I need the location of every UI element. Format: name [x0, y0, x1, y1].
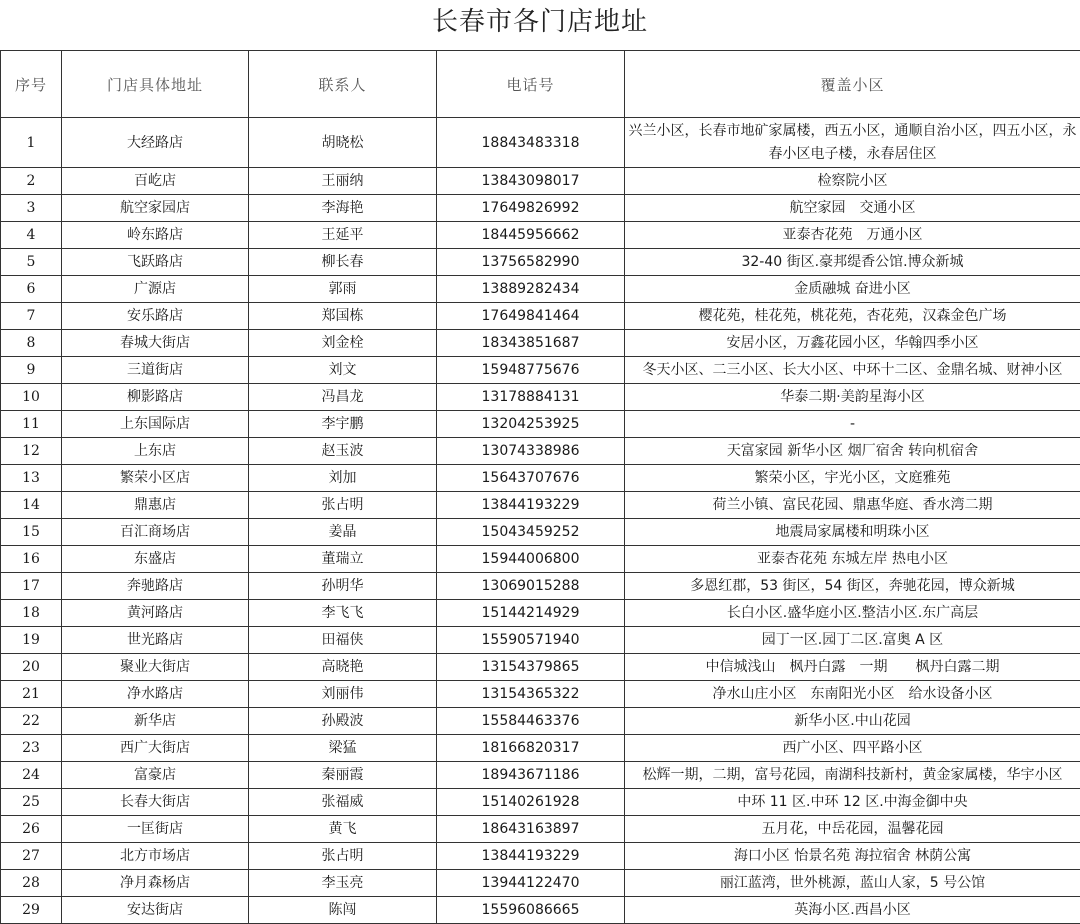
table-row: [1, 654, 1080, 681]
row-number: 6: [1, 276, 62, 303]
page-title: 长春市各门店地址: [0, 4, 1080, 40]
row-number: 28: [1, 870, 62, 897]
contact-name: 姜晶: [249, 519, 437, 546]
store-name: 长春大街店: [62, 789, 249, 816]
phone-number: 13074338986: [437, 438, 625, 465]
contact-name: 孙明华: [249, 573, 437, 600]
contact-name: 郭雨: [249, 276, 437, 303]
phone-number: 13843098017: [437, 168, 625, 195]
phone-number: 15948775676: [437, 357, 625, 384]
store-name: 大经路店: [62, 118, 249, 168]
row-number: 15: [1, 519, 62, 546]
store-name: 上东店: [62, 438, 249, 465]
phone-number: 15043459252: [437, 519, 625, 546]
contact-name: 黄飞: [249, 816, 437, 843]
row-number: 11: [1, 411, 62, 438]
phone-number: 13944122470: [437, 870, 625, 897]
phone-number: 13756582990: [437, 249, 625, 276]
coverage-areas: 净水山庄小区 东南阳光小区 给水设备小区: [625, 681, 1080, 708]
contact-name: 张占明: [249, 843, 437, 870]
store-name: 广源店: [62, 276, 249, 303]
phone-number: 15944006800: [437, 546, 625, 573]
phone-number: 15590571940: [437, 627, 625, 654]
store-name: 聚业大街店: [62, 654, 249, 681]
store-name: 上东国际店: [62, 411, 249, 438]
table-row: [1, 465, 1080, 492]
coverage-areas: 长白小区.盛华庭小区.整洁小区.东广高层: [625, 600, 1080, 627]
phone-number: 17649826992: [437, 195, 625, 222]
store-name: 一匡街店: [62, 816, 249, 843]
phone-number: 17649841464: [437, 303, 625, 330]
contact-name: 刘加: [249, 465, 437, 492]
phone-number: 15140261928: [437, 789, 625, 816]
contact-name: 王丽纳: [249, 168, 437, 195]
row-number: 14: [1, 492, 62, 519]
row-number: 1: [1, 118, 62, 168]
table-body: [1, 118, 1080, 924]
coverage-areas: 英海小区.西昌小区: [625, 897, 1080, 924]
contact-name: 柳长春: [249, 249, 437, 276]
coverage-areas: 海口小区 怡景名苑 海拉宿舍 林荫公寓: [625, 843, 1080, 870]
row-number: 25: [1, 789, 62, 816]
coverage-areas: 五月花，中岳花园，温馨花园: [625, 816, 1080, 843]
contact-name: 赵玉波: [249, 438, 437, 465]
coverage-areas: 松辉一期，二期，富号花园，南湖科技新村，黄金家属楼，华宇小区: [625, 762, 1080, 789]
store-name: 百汇商场店: [62, 519, 249, 546]
coverage-areas: 繁荣小区，宇光小区，文庭雅苑: [625, 465, 1080, 492]
contact-name: 田福侠: [249, 627, 437, 654]
row-number: 4: [1, 222, 62, 249]
store-name: 东盛店: [62, 546, 249, 573]
table-row: [1, 384, 1080, 411]
contact-name: 高晓艳: [249, 654, 437, 681]
coverage-areas: 航空家园 交通小区: [625, 195, 1080, 222]
table-row: [1, 276, 1080, 303]
table-row: [1, 681, 1080, 708]
table-row: [1, 789, 1080, 816]
phone-number: 15584463376: [437, 708, 625, 735]
phone-number: 18166820317: [437, 735, 625, 762]
table-row: [1, 627, 1080, 654]
row-number: 17: [1, 573, 62, 600]
contact-name: 李宇鹏: [249, 411, 437, 438]
table-row: [1, 870, 1080, 897]
table-row: [1, 438, 1080, 465]
table-row: [1, 816, 1080, 843]
header-contact: 联系人: [249, 51, 437, 118]
store-name: 柳影路店: [62, 384, 249, 411]
contact-name: 刘金栓: [249, 330, 437, 357]
header-no: 序号: [1, 51, 62, 118]
table-row: [1, 168, 1080, 195]
contact-name: 张占明: [249, 492, 437, 519]
contact-name: 李玉亮: [249, 870, 437, 897]
store-name: 鼎惠店: [62, 492, 249, 519]
contact-name: 秦丽霞: [249, 762, 437, 789]
store-name: 三道街店: [62, 357, 249, 384]
table-row: [1, 519, 1080, 546]
store-name: 航空家园店: [62, 195, 249, 222]
row-number: 23: [1, 735, 62, 762]
contact-name: 冯昌龙: [249, 384, 437, 411]
phone-number: 13844193229: [437, 843, 625, 870]
row-number: 18: [1, 600, 62, 627]
contact-name: 刘丽伟: [249, 681, 437, 708]
table-row: [1, 708, 1080, 735]
store-name: 春城大街店: [62, 330, 249, 357]
store-name: 安达街店: [62, 897, 249, 924]
row-number: 26: [1, 816, 62, 843]
coverage-areas: 荷兰小镇、富民花园、鼎惠华庭、香水湾二期: [625, 492, 1080, 519]
contact-name: 李飞飞: [249, 600, 437, 627]
table-row: [1, 118, 1080, 168]
contact-name: 陈闯: [249, 897, 437, 924]
store-name: 富豪店: [62, 762, 249, 789]
row-number: 3: [1, 195, 62, 222]
coverage-areas: 兴兰小区，长春市地矿家属楼，西五小区，通顺自治小区，四五小区，永春小区电子楼，永春居住区: [625, 118, 1080, 168]
store-name: 黄河路店: [62, 600, 249, 627]
table-row: [1, 411, 1080, 438]
store-name: 繁荣小区店: [62, 465, 249, 492]
coverage-areas: 安居小区，万鑫花园小区，华翰四季小区: [625, 330, 1080, 357]
coverage-areas: 冬天小区、二三小区、长大小区、中环十二区、金鼎名城、财神小区: [625, 357, 1080, 384]
table-header-row: [1, 51, 1080, 118]
row-number: 8: [1, 330, 62, 357]
coverage-areas: 樱花苑，桂花苑，桃花苑，杏花苑，汉森金色广场: [625, 303, 1080, 330]
row-number: 29: [1, 897, 62, 924]
store-name: 净水路店: [62, 681, 249, 708]
contact-name: 董瑞立: [249, 546, 437, 573]
phone-number: 13204253925: [437, 411, 625, 438]
coverage-areas: 检察院小区: [625, 168, 1080, 195]
table-row: [1, 897, 1080, 924]
coverage-areas: 西广小区、四平路小区: [625, 735, 1080, 762]
phone-number: 18943671186: [437, 762, 625, 789]
coverage-areas: 亚泰杏花苑 万通小区: [625, 222, 1080, 249]
table-row: [1, 357, 1080, 384]
store-name: 百屹店: [62, 168, 249, 195]
coverage-areas: 金质融城 奋进小区: [625, 276, 1080, 303]
store-name: 飞跃路店: [62, 249, 249, 276]
coverage-areas: 新华小区.中山花园: [625, 708, 1080, 735]
contact-name: 张福威: [249, 789, 437, 816]
coverage-areas: 园丁一区.园丁二区.富奥 A 区: [625, 627, 1080, 654]
row-number: 22: [1, 708, 62, 735]
header-coverage: 覆盖小区: [625, 51, 1080, 118]
contact-name: 梁猛: [249, 735, 437, 762]
row-number: 19: [1, 627, 62, 654]
phone-number: 13178884131: [437, 384, 625, 411]
row-number: 2: [1, 168, 62, 195]
coverage-areas: -: [625, 411, 1080, 438]
store-name: 西广大街店: [62, 735, 249, 762]
contact-name: 胡晓松: [249, 118, 437, 168]
header-address: 门店具体地址: [62, 51, 249, 118]
store-name: 岭东路店: [62, 222, 249, 249]
table-row: [1, 195, 1080, 222]
coverage-areas: 天富家园 新华小区 烟厂宿舍 转向机宿舍: [625, 438, 1080, 465]
phone-number: 15144214929: [437, 600, 625, 627]
store-name: 净月森杨店: [62, 870, 249, 897]
phone-number: 18445956662: [437, 222, 625, 249]
table-row: [1, 843, 1080, 870]
phone-number: 18843483318: [437, 118, 625, 168]
phone-number: 13069015288: [437, 573, 625, 600]
phone-number: 13154365322: [437, 681, 625, 708]
phone-number: 15596086665: [437, 897, 625, 924]
row-number: 9: [1, 357, 62, 384]
coverage-areas: 中环 11 区.中环 12 区.中海金御中央: [625, 789, 1080, 816]
coverage-areas: 多恩红郡，53 街区，54 街区，奔驰花园，博众新城: [625, 573, 1080, 600]
table-row: [1, 735, 1080, 762]
row-number: 20: [1, 654, 62, 681]
table-row: [1, 330, 1080, 357]
contact-name: 孙殿波: [249, 708, 437, 735]
contact-name: 刘文: [249, 357, 437, 384]
phone-number: 13889282434: [437, 276, 625, 303]
table-row: [1, 573, 1080, 600]
row-number: 27: [1, 843, 62, 870]
table-row: [1, 492, 1080, 519]
table-row: [1, 546, 1080, 573]
contact-name: 李海艳: [249, 195, 437, 222]
phone-number: 18343851687: [437, 330, 625, 357]
coverage-areas: 华泰二期·美韵星海小区: [625, 384, 1080, 411]
coverage-areas: 地震局家属楼和明珠小区: [625, 519, 1080, 546]
table-row: [1, 222, 1080, 249]
table-row: [1, 762, 1080, 789]
contact-name: 王延平: [249, 222, 437, 249]
row-number: 16: [1, 546, 62, 573]
coverage-areas: 32-40 街区.豪邦缇香公馆.博众新城: [625, 249, 1080, 276]
row-number: 24: [1, 762, 62, 789]
store-name: 世光路店: [62, 627, 249, 654]
phone-number: 18643163897: [437, 816, 625, 843]
header-phone: 电话号: [437, 51, 625, 118]
table-row: [1, 600, 1080, 627]
row-number: 21: [1, 681, 62, 708]
row-number: 5: [1, 249, 62, 276]
store-name: 奔驰路店: [62, 573, 249, 600]
contact-name: 郑国栋: [249, 303, 437, 330]
phone-number: 15643707676: [437, 465, 625, 492]
coverage-areas: 中信城浅山 枫丹白露 一期 枫丹白露二期: [625, 654, 1080, 681]
row-number: 13: [1, 465, 62, 492]
store-table: [0, 50, 1080, 924]
store-name: 新华店: [62, 708, 249, 735]
table-row: [1, 303, 1080, 330]
phone-number: 13154379865: [437, 654, 625, 681]
row-number: 10: [1, 384, 62, 411]
row-number: 7: [1, 303, 62, 330]
coverage-areas: 亚泰杏花苑 东城左岸 热电小区: [625, 546, 1080, 573]
store-name: 北方市场店: [62, 843, 249, 870]
phone-number: 13844193229: [437, 492, 625, 519]
row-number: 12: [1, 438, 62, 465]
coverage-areas: 丽江蓝湾，世外桃源，蓝山人家，5 号公馆: [625, 870, 1080, 897]
table-row: [1, 249, 1080, 276]
store-name: 安乐路店: [62, 303, 249, 330]
